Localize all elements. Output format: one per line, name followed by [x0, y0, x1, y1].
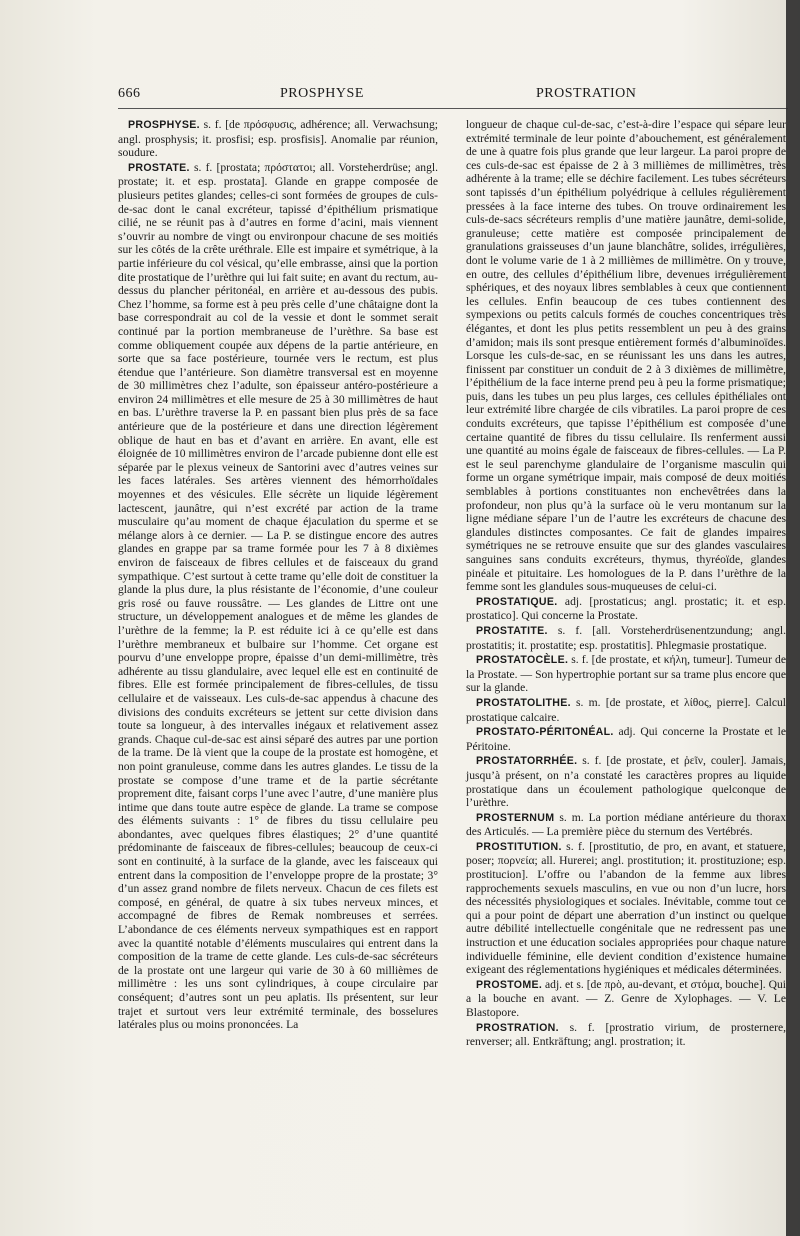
left-running-head: PROSPHYSE: [280, 86, 364, 101]
left-column: [118, 118, 438, 1033]
headword: PROSTOME.: [476, 978, 543, 991]
entry-prostate-continued: [466, 118, 786, 594]
entry-prostome: [466, 978, 786, 1020]
entry-prostitution: [466, 840, 786, 977]
headword: PROSTATE.: [128, 161, 190, 174]
entry-prostatorrhee: [466, 754, 786, 809]
entry-body: adj. [prostaticus; angl. prostatic; it. et esp. prostatico]. Qui concerne la Prostate.: [466, 594, 786, 623]
headword: PROSTRATION.: [476, 1021, 559, 1034]
headword: PROSTATIQUE.: [476, 595, 558, 608]
entry-prostatite: [466, 624, 786, 652]
headword: PROSTATOCÈLE.: [476, 654, 569, 667]
entry-body: adj. et s. [de πρὸ, au-devant, et στόμα, bouche]. Qui a la bouche en avant. — Z. Genre de Xylophages. — V. Le Blastopore.: [466, 977, 786, 1019]
entry-body: s. f. [de πρόσφυσις, adhérence; all. Verwachsung; angl. prosphysis; it. prosfisi; esp. prosfisis]. Anomalie par réunion, soudure.: [118, 118, 438, 160]
entry-body: s. m. La portion médiane antérieure du thorax des Articulés. — La première pièce du sternum des Vertébrés.: [466, 810, 786, 839]
headword: PROSTATO-PÉRITONÉAL.: [476, 726, 614, 739]
right-column: [466, 118, 786, 1050]
scan-edge-shadow: [786, 0, 800, 1236]
entry-prostatolithe: [466, 696, 786, 724]
entry-body: s. f. [prostata; πρόστατοι; all. Vorsteherdrüse; angl. prostate; it. et esp. prostata]. Glande en grappe composée de plusieurs petites glandes; celles-ci sont formées de groupes de culs-de-sac dont le canal excréteur, tapissé d’épithélium prismatique cilié, ne se réunit pas à d’autres en forme d’acini, mais viennent s’ouvrir au nombre de vingt ou environpour chacune de ses moitiés sur les côtés de la crête uréthrale. Elle est impaire et symétrique, à la partie inférieure du col vésical, qu’elle embrasse, ainsi que la portion dite prostatique de l’urèthre qui lui fait suite; en avant du rectum, au-dessus du plancher péritonéal, en arrière et au-dessous des pubis. Chez l’homme, sa forme est à peu près celle d’une châtaigne dont la base correspondrait au col de la vessie et dont le sommet serait continué par la portion membraneuse de l’urèthre. Sa base est comme obliquement coupée aux dépens de la partie antérieure, en sorte que sa face postérieure, tournée vers le rectum, est plus étendue que l’antérieure. Son diamètre transversal est en moyenne de 30 millimètres chez l’adulte, son épaisseur antéro-postérieure a environ 24 millimètres et elle mesure de 25 à 30 millimètres de haut en bas. L’urèthre traverse la P. en passant bien plus près de sa face antérieure que de la postérieure et dans une direction légèrement oblique de haut en bas et d’avant en arrière. En avant, elle est éloignée de 10 millimètres environ de l’arcade pubienne dont elle est séparée par le plexus veineux de Santorini avec d’autres veines sur les faces latérales. Ses artères viennent des hémorrhoïdales moyennes et des vésicules. Elle sécrète un liquide légèrement lactescent, jaunâtre, qui n’est excrété par action de la trame musculaire qu’au moment de chaque éjaculation du sperme et se mélange alors à ce dernier. — La P. se distingue encore des autres glandes en grappe par sa trame formée pour les 7 à 8 dixièmes environ de faisceaux de fibres cellules et de faisceaux du grand sympathique. C’est surtout à cette trame qu’elle doit de constituer la glande la plus dure, la plus résistante de l’économie, d’une couleur gris rosé ou fauve roussâtre. — Les glandes de Littre ont une structure, un développement analogues et de même les glandes de l’urèthre de la femme; la P. est réduite ici à ce qu’elle est dans l’urèthre membraneux et bulbaire sur l’homme. Cet organe est pourvu d’une enveloppe propre, épaisse d’un demi-millimètre, très adhérente au tissu glandulaire, avec lequel elle est en continuité de fibres. Elle est formée principalement de fibres-cellules, de tissu cellulaire et de vaisseaux. Les culs-de-sac appendus à chacune des divisions des conduits excréteurs se jettent sur cette division dans toute sa longueur, à des intervalles inégaux et relativement assez grands. Chaque cul-de-sac est ainsi séparé des autres par une portion de la trame. De là vient que la coupe de la prostate est homogène, et non point granuleuse, comme dans les autres glandes. Le tissu de la prostate se compose d’une trame et de la partie sécrétante proprement dite, faisant corps l’une avec l’autre, d’une manière plus intime que dans toute autre espèce de glande. La trame se compose des éléments suivants : 1° de fibres du tissu cellulaire peu abondantes, avec quelques fibres élastiques; 2° d’une quantité prédominante de faisceaux de fibres-cellules; beaucoup de ceux-ci sont en continuité, à la surface de la glande, avec les faisceaux qui entrent dans la composition de l’enveloppe propre de la prostate; 3° d’un assez grand nombre de filets nerveux. Chacun de ces filets est composé, en général, de quatre à six tubes nerveux minces, et accompagné de fibres de Remak nombreuses et serrées. L’abondance de ces éléments nerveux sympathiques est en rapport avec la quantité notable d’éléments musculaires qui entrent dans la composition de la trame de cette glande. Les culs-de-sac sécréteurs de la prostate ont une largeur qui varie de 30 à 60 millièmes de millimètre : les uns sont cylindriques, à coupe circulaire par conséquent; d’autres sont un peu aplatis. Ils présentent, sur leur trajet et surtout vers leur extrémité terminale, des bosselures latérales plus ou moins prononcées. La: [118, 160, 438, 1032]
entry-prostration: [466, 1021, 786, 1049]
entry-prostatique: [466, 595, 786, 623]
entry-prostatocele: [466, 653, 786, 695]
entry-prostate: [118, 161, 438, 1032]
headword: PROSTATOLITHE.: [476, 696, 571, 709]
entry-body: s. f. [de prostate, et κήλη, tumeur]. Tumeur de la Prostate. — Son hypertrophie portant sur sa trame plus encore que sur la glande.: [466, 653, 786, 695]
entry-body: s. f. [de prostate, et ῥεῖν, couler]. Jamais, jusqu’à présent, on n’a constaté les caractères propres au liquide prostatique dans un écoulement pathologique quelconque de l’urèthre.: [466, 754, 786, 810]
entry-body: longueur de chaque cul-de-sac, c’est-à-dire l’espace qui sépare leur extrémité terminale de leur pointe d’abouchement, est généralement de une à quatre fois plus grande que leur largeur. La paroi propre de ces culs-de-sac est épaisse de 2 à 3 millièmes de millimètres, très adhérente à la trame; elle se déchire facilement. Les tubes sécréteurs sont tapissés d’un épithélium polyédrique à cellules régulièrement pressées à la face interne des tubes. On trouve ordinairement les culs-de-sacs sécréteurs remplis d’une matière jaunâtre, demi-solide, granuleuse; cette matière est composée principalement de granulations graisseuses d’un jaune blanchâtre, solides, irrégulières, dont le volume varie de 1 à 2 millièmes de millimètre. On y trouve, en outre, des cellules d’épithélium libre, devenues irrégulièrement sphériques, et des noyaux libres semblables à ceux que contiennent les cellules. Enfin beaucoup de ces tubes contiennent des sympexions ou petits calculs formés de couches concentriques très élégantes, et dont les plus petits ressemblent un peu à des grains d’amidon; mais ils sont presque entièrement formés d’albuminoïdes. Lorsque les culs-de-sac, en se réunissant les uns dans les autres, finissent par constituer un conduit de 2 à 3 dixièmes de millimètre, l’épithélium de la face interne prend peu à peu la forme prismatique; puis, dans les tubes un peu plus larges, ces cellules épithéliales ont leur extrémité libre chargée de cils vibratiles. La paroi propre de ces conduits excréteurs, que tapisse l’épithélium est composée d’une certaine quantité de fibres du tissu cellulaire. Ils renferment aussi une quantité au moins égale de faisceaux de fibres-cellules. — La P. est le seul parenchyme glandulaire de l’organisme masculin qui forme un organe symétrique impair, mais composé de deux moitiés semblables à portions constituantes non enchevêtrées dans la profondeur, non plus qu’à la surface où le veru montanum sur la ligne médiane sépare l’un de l’autre les excréteurs de chacune des glandules distinctes composantes. Ce fait de glandes impaires symétriques ne se retrouve ensuite que sur des glandes vasculaires sanguines sans conduits excréteurs, thymus, thyréoïde, glandes pinéale et pituitaire. Les homologues de la P. dans l’urèthre de la femme sont les glandules sous-muqueuses de celui-ci.: [466, 118, 786, 594]
right-running-head: PROSTRATION: [536, 86, 637, 101]
headword: PROSTERNUM: [476, 811, 555, 824]
entry-body: s. f. [prostitutio, de pro, en avant, et statuere, poser; πορνεία; all. Hurerei; angl. prostitution; it. prostituzione; esp. prostitucion]. L’offre ou l’abandon de la femme aux libres rapprochements sexuels masculins, en vue ou non d’un lucre, hors des nécessités physiologiques et sociales. Inévitable, comme tout ce qui a pour point de départ une aberration d’un instinct ou quelque autre débilité intellectuelle congénitale que ne redressent pas une instruction et une éducation sociales appropriées pour chaque nature individuelle féminine, elle devient condition d’existence humaine exigeant des réglementations hygiéniques et médicales déterminées.: [466, 839, 786, 977]
page-number: 666: [118, 86, 141, 101]
running-header: [118, 86, 788, 110]
entry-prosternum: [466, 811, 786, 839]
entry-prosphyse: [118, 118, 438, 160]
entry-body: s. m. [de prostate, et λίθος, pierre]. Calcul prostatique calcaire.: [466, 695, 786, 724]
header-rule: [118, 108, 788, 109]
entry-body: s. f. [all. Vorsteherdrüsenentzundung; angl. prostatitis; it. prostatite; esp. prostatitis]. Phlegmasie prostatique.: [466, 623, 786, 652]
entry-body: s. f. [prostratio virium, de prosternere, renverser; all. Entkräftung; angl. prostration; it.: [466, 1020, 786, 1049]
headword: PROSPHYSE.: [128, 119, 200, 131]
headword: PROSTATITE.: [476, 624, 548, 637]
entry-body: adj. Qui concerne la Prostate et le Péritoine.: [466, 725, 786, 753]
headword: PROSTITUTION.: [476, 840, 562, 853]
headword: PROSTATORRHÉE.: [476, 755, 578, 768]
entry-prostato-peritoneal: [466, 725, 786, 753]
